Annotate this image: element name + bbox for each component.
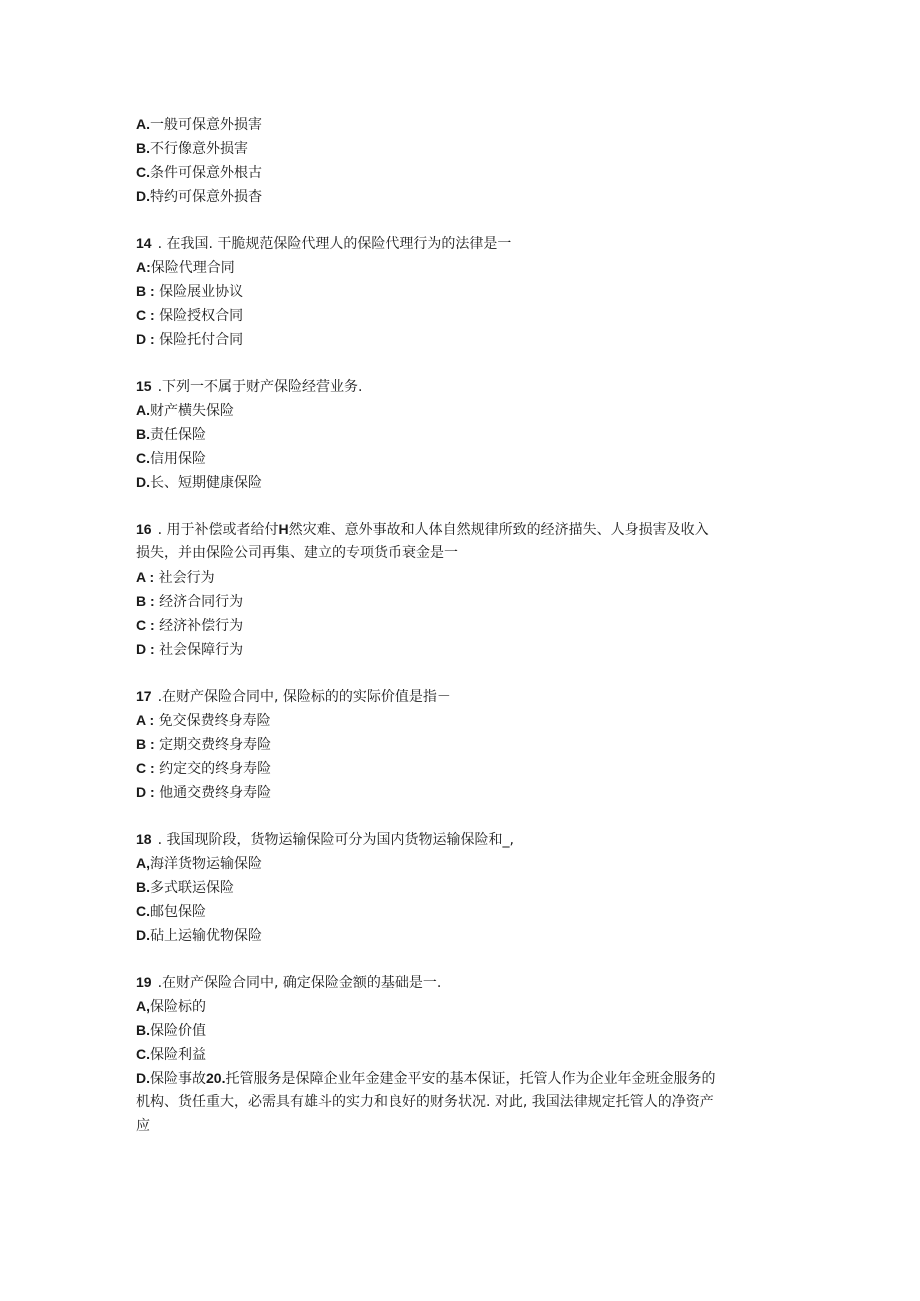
option-c: C.信用保险 [136,450,206,467]
question-15: 15 .下列一不属于财产保险经营业务. [136,378,363,395]
option-b: B.责任保险 [136,426,206,443]
option-c: C.邮包保险 [136,903,206,920]
option-d: D.长、短期健康保险 [136,474,262,491]
question-16-continued: 损失，并由保险公司再集、建立的专项货币衰金是一 [136,545,458,561]
option-a: A : 免交保费终身寿险 [136,712,271,729]
option-a: A,保险标的 [136,998,206,1015]
option-a: A.一般可保意外损害 [136,116,262,133]
option-b: B : 保险展业协议 [136,283,244,300]
option-c: C : 约定交的终身寿险 [136,760,272,777]
question-16: 16 . 用于补偿或者给付H然灾难、意外事故和人体自然规律所致的经济描失、人身损害及收入 [136,521,709,538]
option-d: D : 保险托付合同 [136,331,244,348]
option-a: A,海洋货物运输保险 [136,855,262,872]
option-d: D.砧上运输优物保险 [136,927,262,944]
option-a: A:保险代理合同 [136,259,235,276]
option-c: C : 保险授权合同 [136,307,244,324]
question-20-continued-2: 应 [136,1118,150,1134]
question-17: 17 .在财产保险合同中, 保险标的的实际价值是指－ [136,688,451,705]
question-20-continued: 机构、货任重大，必需具有雄斗的实力和良好的财务状况. 对此, 我国法律规定托管人的净资产 [136,1094,714,1110]
question-18: 18 . 我国现阶段，货物运输保险可分为国内货物运输保险和_, [136,831,514,848]
option-b: B : 定期交费终身寿险 [136,736,272,753]
option-a: A : 社会行为 [136,569,215,586]
option-d: D.特约可保意外损杳 [136,188,262,205]
option-b: B.多式联运保险 [136,879,234,896]
option-b: B.保险价值 [136,1022,206,1039]
option-c: C : 经济补偿行为 [136,617,244,634]
question-14: 14 . 在我国. 干脆规范保险代理人的保险代理行为的法律是一 [136,235,512,252]
option-b: B : 经济合同行为 [136,593,244,610]
option-d: D : 他通交费终身寿险 [136,784,272,801]
option-d-and-question-20: D.保险事故20.托管服务是保障企业年金建金平安的基本保证，托管人作为企业年金班金服务的 [136,1070,716,1087]
question-19: 19 .在财产保险合同中, 确定保险金额的基础是一. [136,974,442,991]
document-content [136,112,786,1138]
option-a: A.财产横失保险 [136,402,234,419]
question-20-number: 20. [206,1070,226,1086]
option-c: C.保险利益 [136,1046,206,1063]
option-c: C.条件可保意外根古 [136,164,262,181]
option-d: D : 社会保障行为 [136,641,244,658]
option-b: B.不行像意外损害 [136,140,248,157]
